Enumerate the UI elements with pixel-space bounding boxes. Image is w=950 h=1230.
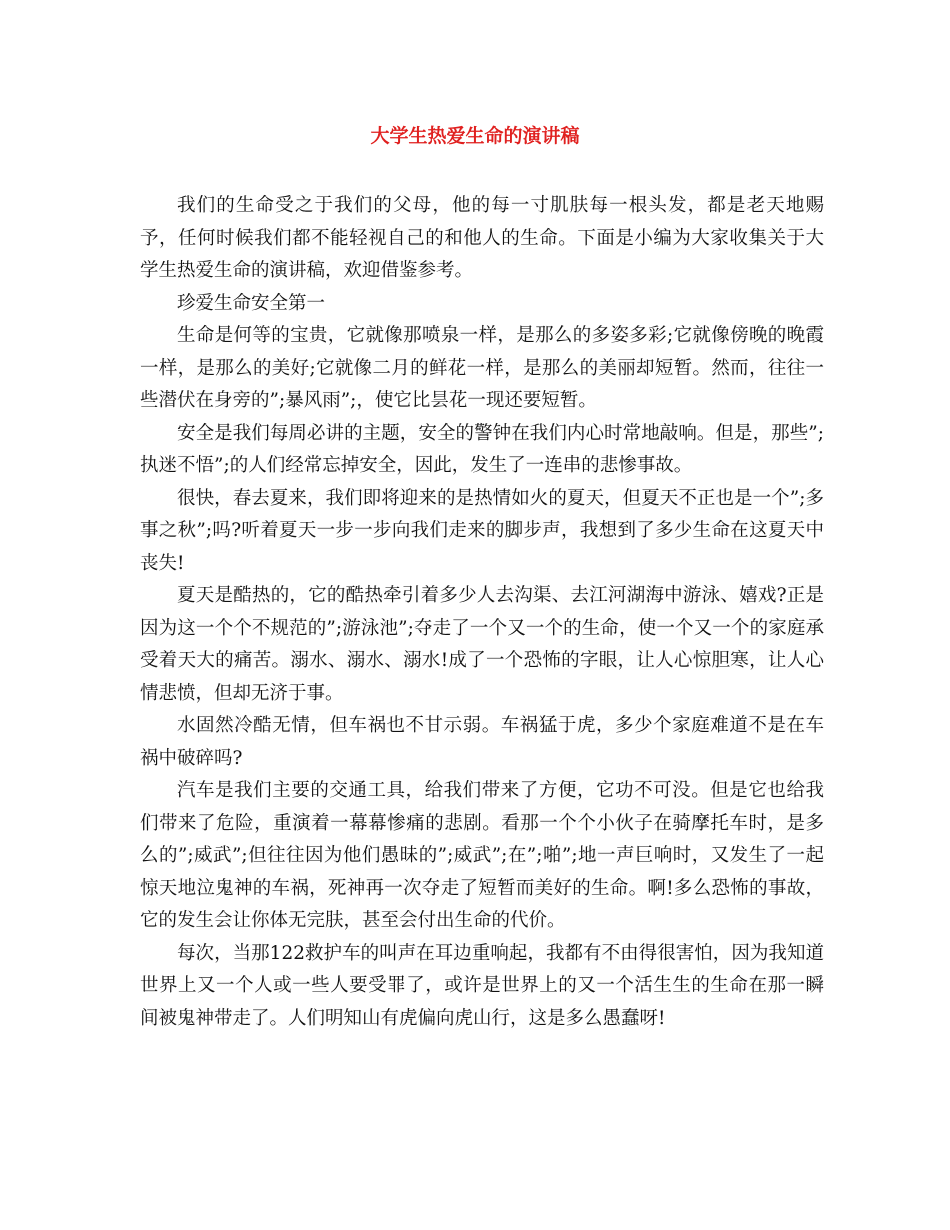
paragraph-safety-theme: 安全是我们每周必讲的主题，安全的警钟在我们内心时常地敲响。但是，那些”;执迷不悟”;的人们经常忘掉安全，因此，发生了一连串的悲惨事故。 [140, 422, 824, 476]
paragraph-ambulance: 每次，当那122救护车的叫声在耳边重响起，我都有不由得很害怕，因为我知道世界上又一个人或一些人要受罪了，或许是世界上的又一个活生生的生命在那一瞬间被鬼神带走了。人们明知山有虎偏向虎山行，这是多么愚蠢呀! [140, 942, 824, 1029]
paragraph-motorcycles: 汽车是我们主要的交通工具，给我们带来了方便，它功不可没。但是它也给我们带来了危险，重演着一幕幕惨痛的悲剧。看那一个个小伙子在骑摩托车时，是多么的”;威武”;但往往因为他们愚昧的”;威武”;在”;啪”;地一声巨响时，又发生了一起惊天地泣鬼神的车祸，死神再一次夺走了短暂而美好的生命。啊!多么恐怖的事故，它的发生会让你体无完肤，甚至会付出生命的代价。 [140, 780, 824, 931]
paragraph-summer-coming: 很快，春去夏来，我们即将迎来的是热情如火的夏天，但夏天不正也是一个”;多事之秋”;吗?听着夏天一步一步向我们走来的脚步声，我想到了多少生命在这夏天中丧失! [140, 487, 824, 574]
paragraph-car-accidents: 水固然冷酷无情，但车祸也不甘示弱。车祸猛于虎，多少个家庭难道不是在车祸中破碎吗? [140, 715, 824, 769]
document-body [140, 190, 824, 1035]
paragraph-intro: 我们的生命受之于我们的父母，他的每一寸肌肤每一根头发，都是老天地赐予，任何时候我们都不能轻视自己的和他人的生命。下面是小编为大家收集关于大学生热爱生命的演讲稿，欢迎借鉴参考。 [140, 195, 824, 281]
section-heading: 珍爱生命安全第一 [177, 292, 326, 314]
paragraph-life-precious: 生命是何等的宝贵，它就像那喷泉一样，是那么的多姿多彩;它就像傍晚的晚霞一样，是那么的美好;它就像二月的鲜花一样，是那么的美丽却短暂。然而，往往一些潜伏在身旁的”;暴风雨”;，使它比昙花一现还要短暂。 [140, 325, 824, 411]
paragraph-drowning: 夏天是酷热的，它的酷热牵引着多少人去沟渠、去江河湖海中游泳、嬉戏?正是因为这一个个不规范的”;游泳池”;夺走了一个又一个的生命，使一个又一个的家庭承受着天大的痛苦。溺水、溺水、溺水!成了一个恐怖的字眼，让人心惊胆寒，让人心情悲愤，但却无济于事。 [140, 585, 824, 704]
document-title: 大学生热爱生命的演讲稿 [370, 125, 580, 147]
